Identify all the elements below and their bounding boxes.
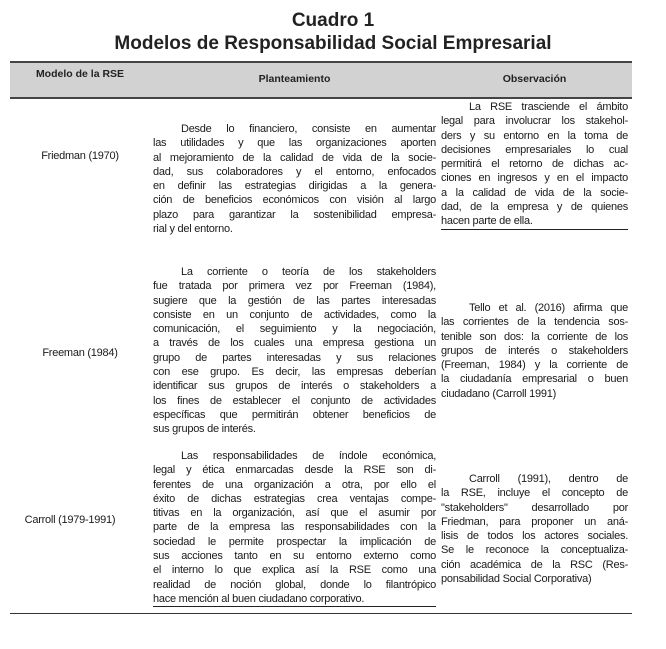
header-proposal: Planteamiento xyxy=(258,73,331,85)
text-line: hacen parte de ella. xyxy=(441,214,628,229)
text-line: dad, de la empresa y de quienes xyxy=(441,201,628,214)
row-2-proposal xyxy=(153,265,436,437)
table-number: Cuadro 1 xyxy=(291,10,375,31)
text-line: en definir las estrategias dirigidas a la genera- xyxy=(153,180,436,193)
text-line: ciones en ingresos y en el impacto xyxy=(441,172,628,185)
text-line: éxito de dichas estrategias crea ventajas compe- xyxy=(153,492,436,505)
row-2-observation xyxy=(441,301,628,401)
text-line: Desde lo financiero, consiste en aumentar xyxy=(181,123,436,135)
text-line: ción académica de la RSC (Res- xyxy=(441,558,628,571)
text-line: lisis de todos los actores sociales. xyxy=(441,530,628,543)
text-line: fue tratada por primera vez por Freeman (1984), xyxy=(153,280,436,293)
row-3-observation xyxy=(441,472,628,586)
text-line: (Freeman, 1984) y la corriente de xyxy=(441,359,628,372)
text-line: Friedman, para proponer un aná- xyxy=(441,515,628,528)
text-line: permitirá el retorno de dichas ac- xyxy=(441,158,628,171)
text-line: sociedad le permite prospectar la implicación de xyxy=(153,535,436,548)
text-line: Las responsabilidades de índole económica, xyxy=(181,450,436,462)
text-line: ders y su entorno en la toma de xyxy=(441,129,628,142)
text-line: plazo para garantizar la sostenibilidad empresa- xyxy=(153,208,436,221)
row-2-model: Freeman (1984) xyxy=(42,347,118,359)
text-line: legal para involucrar los stakehol- xyxy=(441,115,628,128)
text-line: parte de la empresa las responsabilidades con la xyxy=(153,521,436,534)
header-model: Modelo de la RSE xyxy=(35,68,125,80)
text-line: las utilidades y que las organizaciones aporten xyxy=(153,137,436,150)
text-line: consiste en un conjunto de actividades, como la xyxy=(153,308,436,321)
text-line: La RSE trasciende el ámbito xyxy=(469,101,628,113)
text-line: al mejoramiento de la calidad de vida de la socie- xyxy=(153,151,436,164)
text-line: La corriente o teoría de los stakeholders xyxy=(181,266,436,278)
text-line: Carroll (1991), dentro de xyxy=(469,473,628,485)
table-title: Modelos de Responsabilidad Social Empresarial xyxy=(114,33,552,54)
row-3-model: Carroll (1979-1991) xyxy=(24,514,116,526)
row-1-observation xyxy=(441,100,628,230)
text-line: Tello et al. (2016) afirma que xyxy=(469,302,628,314)
row-1-model: Friedman (1970) xyxy=(41,150,119,162)
text-line: titivas en la organización, así que el asumir por xyxy=(153,507,436,520)
text-line: hace mención al buen ciudadano corporativo. xyxy=(153,592,436,607)
text-line: comunicación, el seguimiento y la negociación, xyxy=(153,323,436,336)
row-3-proposal xyxy=(153,449,436,607)
text-line: el interno lo que explica así la RSE como una xyxy=(153,564,436,577)
text-line: sus grupos de interés. xyxy=(153,423,256,436)
text-line: a través de los cuales una empresa gestiona un xyxy=(153,337,436,350)
header-observation: Observación xyxy=(502,73,567,85)
text-line: sus acciones tanto en su entorno externo como xyxy=(153,550,436,563)
text-line: ciudadano (Carroll 1991) xyxy=(441,387,557,400)
text-line: a la calidad de vida de la socie- xyxy=(441,186,628,199)
text-line: sugiere que la gestión de las partes interesadas xyxy=(153,294,436,307)
text-line: tenible son dos: la corriente de los xyxy=(441,330,628,343)
text-line: dad, sus colaboradores y el entorno, enfocados xyxy=(153,165,436,178)
text-line: ponsabilidad Social Corporativa) xyxy=(441,573,592,586)
text-line: ción de beneficios económicos con visión al largo xyxy=(153,194,436,207)
text-line: Se le reconoce la conceptualiza- xyxy=(441,544,628,557)
text-line: grupos de interés o stakeholders xyxy=(441,344,628,357)
text-line: realidad de noción global, donde lo filantrópico xyxy=(153,578,436,591)
text-line: grupo de partes interesadas y sus relaciones xyxy=(153,351,436,364)
text-line: "stakeholders" desarrollado por xyxy=(441,501,628,514)
text-line: las corrientes de la tendencia sos- xyxy=(441,316,628,329)
text-line: ferentes de una organización a otra, por ello el xyxy=(153,478,436,491)
text-line: rial y del entorno. xyxy=(153,223,233,236)
text-line: decisiones empresariales lo cual xyxy=(441,143,628,156)
row-1-proposal xyxy=(153,122,436,236)
text-line: la RSE, incluye el concepto de xyxy=(441,487,628,500)
text-line: los fines de establecer el conjunto de actividades xyxy=(153,394,436,407)
text-line: con ese grupo. Es decir, las empresas deberían xyxy=(153,366,436,379)
text-line: identificar sus grupos de interés o stakeholders a xyxy=(153,380,436,393)
text-line: la ciudadanía empresarial o buen xyxy=(441,373,628,386)
table-bottom-rule xyxy=(10,613,632,614)
text-line: específicas que permitirán obtener beneficios de xyxy=(153,408,436,421)
text-line: legal y ética enmarcadas desde la RSE son di- xyxy=(153,464,436,477)
